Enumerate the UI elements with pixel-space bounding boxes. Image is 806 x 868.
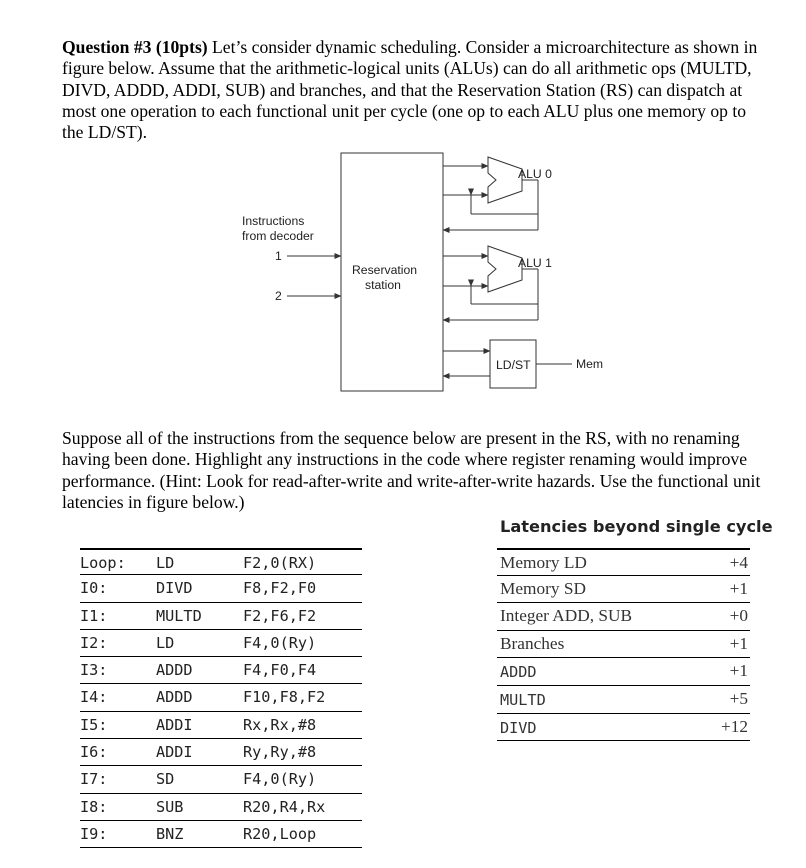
instructions-label-line1: Instructions [242, 214, 305, 228]
code-args: F8,F2,F0 [243, 579, 317, 598]
alu1-label: ALU 1 [518, 256, 552, 270]
code-row [80, 739, 362, 766]
latency-value: +5 [729, 688, 748, 708]
code-row [80, 712, 362, 739]
code-label: I2: [80, 633, 108, 652]
code-row [80, 630, 362, 657]
decoder-port-1: 1 [275, 249, 282, 263]
code-op: ADDD [156, 661, 193, 680]
latency-row [497, 548, 750, 576]
code-label: I5: [80, 715, 108, 734]
code-label: I1: [80, 606, 108, 625]
code-op: SD [156, 770, 175, 789]
latency-name: DIVD [500, 718, 537, 737]
code-op: DIVD [156, 579, 193, 598]
code-op: MULTD [156, 606, 202, 625]
latency-table-title: Latencies beyond single cycle [500, 517, 773, 536]
code-op: ADDI [156, 715, 193, 734]
latency-name: Memory SD [500, 578, 586, 598]
latency-value: +12 [720, 716, 748, 736]
code-args: F4,0(Ry) [243, 770, 317, 789]
question-body: Let’s consider dynamic scheduling. Consider a microarchitecture as shown in figure below. Assume that the arithmetic-logical units (ALUs) can do all arithmetic ops (MULTD, DIVD, ADDD, ADDI, SUB) and branches, and that the Reservation Station (RS) can dispatch at most one operation to each functional unit per cycle (one op to each ALU plus one memory op to the LD/ST). [62, 37, 758, 143]
instructions-paragraph: Suppose all of the instructions from the sequence below are present in the RS, with no renaming having been done. Highlight any instructions in the code where register renaming would improve performance. (Hint: Look for read-after-write and write-after-write hazards. Use the functional unit latencies in figure below.) [62, 428, 761, 512]
code-row [80, 548, 362, 575]
code-args: Rx,Rx,#8 [243, 715, 317, 734]
rs-label-line1: Reservation [352, 263, 418, 277]
latency-name: ADDD [500, 663, 537, 682]
code-args: F2,F6,F2 [243, 606, 317, 625]
alu0-label: ALU 0 [518, 167, 552, 181]
latency-row [497, 686, 750, 714]
code-args: Ry,Ry,#8 [243, 743, 317, 762]
code-label: I4: [80, 688, 108, 707]
code-label: I0: [80, 579, 108, 598]
code-args: F2,0(RX) [243, 554, 317, 572]
code-args: F4,F0,F4 [243, 661, 317, 680]
alu0-shape [488, 157, 522, 203]
code-op: ADDD [156, 688, 193, 707]
rs-label-line2: station [365, 278, 401, 292]
code-row [80, 821, 362, 848]
latency-value: +4 [729, 553, 748, 572]
code-op: BNZ [156, 824, 184, 843]
latency-name: Integer ADD, SUB [500, 606, 632, 626]
question-paragraph [62, 37, 762, 143]
mem-label: Mem [576, 357, 604, 371]
latency-row [497, 658, 750, 686]
latency-name: MULTD [500, 690, 546, 709]
code-op: SUB [156, 797, 184, 816]
alu1-shape [488, 246, 522, 292]
code-label: I6: [80, 743, 108, 762]
code-args: R20,Loop [243, 824, 317, 843]
instructions-label-line2: from decoder [242, 229, 314, 243]
code-row [80, 575, 362, 602]
latency-value: +1 [729, 633, 748, 653]
code-row [80, 603, 362, 630]
code-op: ADDI [156, 743, 193, 762]
code-table [80, 548, 362, 848]
latency-row [497, 631, 750, 659]
code-row [80, 766, 362, 793]
latency-row [497, 603, 750, 631]
latency-table [497, 548, 750, 741]
code-args: R20,R4,Rx [243, 797, 326, 816]
code-label: I9: [80, 824, 108, 843]
code-label: I8: [80, 797, 108, 816]
decoder-port-2: 2 [275, 289, 282, 303]
latency-row [497, 576, 750, 604]
latency-name: Branches [500, 633, 565, 653]
latency-name: Memory LD [500, 553, 587, 572]
ldst-label: LD/ST [496, 358, 531, 372]
code-args: F4,0(Ry) [243, 633, 317, 652]
code-row [80, 657, 362, 684]
code-label: I3: [80, 661, 108, 680]
latency-value: +1 [729, 661, 748, 681]
latency-row [497, 714, 750, 742]
code-label: I7: [80, 770, 108, 789]
code-args: F10,F8,F2 [243, 688, 326, 707]
code-label: Loop: [80, 554, 126, 572]
question-heading: Question #3 (10pts) [62, 37, 208, 57]
code-op: LD [156, 633, 175, 652]
microarchitecture-diagram [235, 148, 615, 398]
latency-value: +0 [729, 606, 748, 626]
code-row [80, 684, 362, 711]
latency-value: +1 [729, 578, 748, 598]
code-row [80, 794, 362, 821]
code-op: LD [156, 554, 175, 572]
